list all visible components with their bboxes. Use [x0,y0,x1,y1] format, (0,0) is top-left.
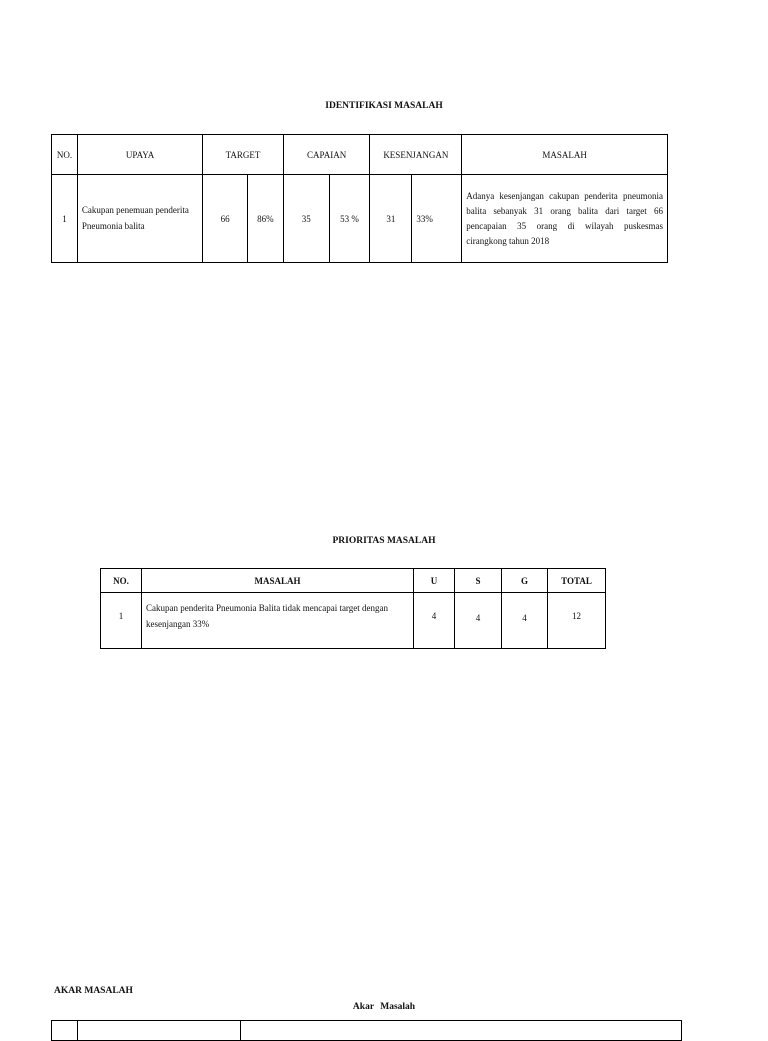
row-capaian-value: 35 [283,175,329,263]
identifikasi-table [51,134,668,263]
akar-subtitle: Akar Masalah [352,1002,416,1012]
row-target-value: 66 [203,175,248,263]
header-target: TARGET [203,135,284,175]
p-header-g: G [502,569,548,593]
p-header-masalah: MASALAH [142,569,414,593]
row-capaian-percent: 53 % [329,175,370,263]
header-capaian: CAPAIAN [283,135,370,175]
p-row-u: 4 [414,593,455,649]
p-header-u: U [414,569,455,593]
row-upaya-line2: Pneumonia balita [81,220,145,231]
identifikasi-title: IDENTIFIKASI MASALAH [325,101,443,111]
p-header-s: S [455,569,502,593]
header-upaya: UPAYA [77,135,202,175]
header-masalah: MASALAH [462,135,668,175]
prioritas-table [100,568,606,649]
p-row-masalah-line2: kesenjangan 33% [146,618,210,629]
row-target-percent: 86% [247,175,283,263]
p-row-s: 4 [455,593,502,649]
p-header-total: TOTAL [548,569,606,593]
row-upaya-line1: Cakupan penemuan penderita [81,205,189,215]
p-header-no: NO. [101,569,142,593]
prioritas-header-row [101,569,606,593]
identifikasi-header-row [52,135,668,175]
p-row-total: 12 [548,593,606,649]
row-upaya [77,175,202,263]
akar-heading: AKAR MASALAH [54,986,133,996]
p-row-masalah-line1: Cakupan penderita Pneumonia Balita tidak mencapai target dengan [146,603,389,613]
p-row-no: 1 [101,593,142,649]
prioritas-row [101,593,606,649]
row-kesenjangan-percent: 33% [412,175,462,263]
row-kesenjangan-value: 31 [370,175,412,263]
row-masalah: Adanya kesenjangan cakupan penderita pneumonia balita sebanyak 31 orang balita dari target 66 pencapaian 35 orang di wilayah puskesmas cirangkong tahun 2018 [462,175,668,263]
prioritas-title: PRIORITAS MASALAH [332,536,436,546]
header-kesenjangan: KESENJANGAN [370,135,462,175]
p-row-g: 4 [502,593,548,649]
identifikasi-row [52,175,668,263]
akar-table [51,1020,682,1041]
header-no: NO. [52,135,78,175]
p-row-masalah [142,593,414,649]
row-no: 1 [52,175,78,263]
